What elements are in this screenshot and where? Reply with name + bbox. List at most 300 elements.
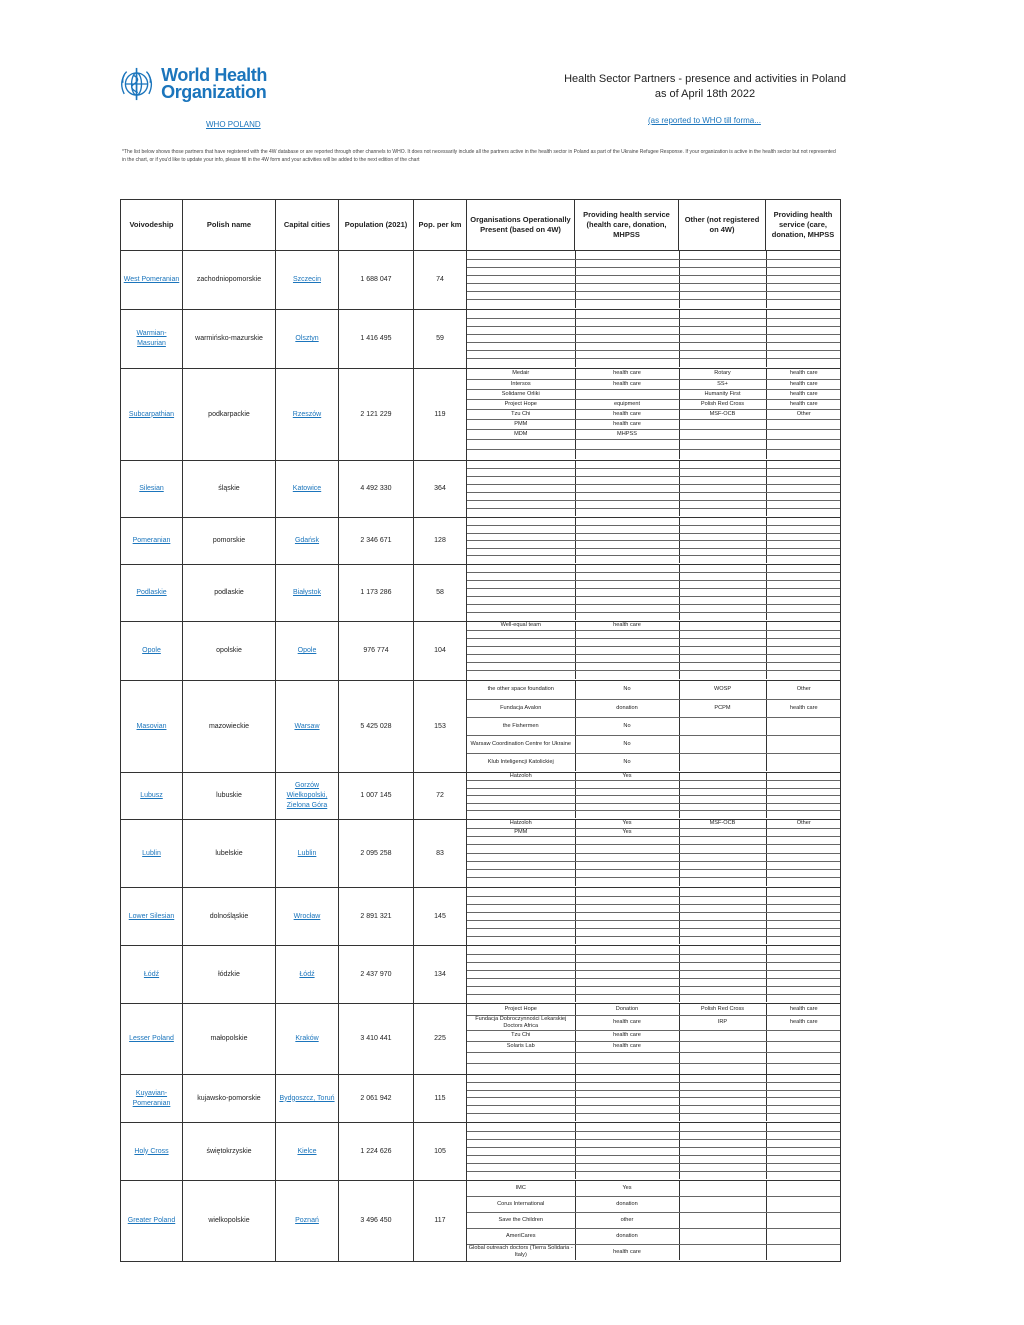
partner-row — [467, 1131, 841, 1139]
organisation-name — [467, 548, 575, 556]
organisation-name — [467, 596, 575, 604]
capital-city-link[interactable]: Katowice — [276, 461, 339, 518]
health-service-type — [575, 1163, 679, 1171]
other-organisation-name — [679, 596, 766, 604]
partner-row — [467, 954, 841, 962]
partners-cell — [467, 888, 841, 946]
other-organisation-name — [679, 275, 766, 283]
health-service-type — [575, 845, 679, 853]
title-link[interactable]: (as reported to WHO till forma... — [648, 116, 761, 125]
capital-city-link[interactable]: Gdańsk — [276, 518, 339, 565]
health-service-type: health care — [575, 1041, 679, 1052]
other-organisation-name — [679, 548, 766, 556]
other-health-service-type — [766, 565, 841, 573]
capital-city-link[interactable]: Gorzów Wielkopolski, Zielona Góra — [276, 773, 339, 820]
other-health-service-type — [766, 861, 841, 869]
other-organisation-name — [679, 861, 766, 869]
organisation-name — [467, 1171, 575, 1179]
other-organisation-name — [679, 612, 766, 620]
partners-subtable — [467, 1123, 841, 1179]
other-organisation-name — [679, 1106, 766, 1114]
partner-row — [467, 1106, 841, 1114]
other-organisation-name — [679, 533, 766, 541]
other-organisation-name — [679, 500, 766, 508]
organisation-name — [467, 318, 575, 326]
partner-row — [467, 1181, 841, 1197]
capital-city-link[interactable]: Lublin — [276, 820, 339, 888]
health-service-type: donation — [575, 1228, 679, 1244]
health-service-type — [575, 663, 679, 671]
organisation-name — [467, 986, 575, 994]
partner-row — [467, 429, 841, 439]
other-organisation-name — [679, 292, 766, 300]
polish-name: podlaskie — [183, 565, 276, 622]
health-service-type: donation — [575, 699, 679, 717]
other-organisation-name — [679, 1098, 766, 1106]
health-service-type — [575, 596, 679, 604]
partner-row — [467, 596, 841, 604]
polish-name: pomorskie — [183, 518, 276, 565]
health-service-type — [575, 343, 679, 351]
other-organisation-name: IRP — [679, 1015, 766, 1030]
other-health-service-type — [766, 581, 841, 589]
other-organisation-name — [679, 334, 766, 342]
other-organisation-name — [679, 630, 766, 638]
who-logo-text: World Health Organization — [161, 65, 267, 102]
partner-row — [467, 379, 841, 389]
voivodeship-link[interactable]: Greater Poland — [121, 1181, 183, 1262]
organisation-name: IMC — [467, 1181, 575, 1197]
table-row — [121, 888, 841, 946]
density-value: 115 — [414, 1075, 467, 1123]
capital-city-link[interactable]: Warsaw — [276, 681, 339, 773]
health-service-type — [575, 251, 679, 259]
other-organisation-name — [679, 1052, 766, 1063]
partners-cell — [467, 1123, 841, 1181]
health-service-type — [575, 1083, 679, 1091]
partner-row — [467, 1139, 841, 1147]
voivodeship-link[interactable]: Subcarpathian — [121, 369, 183, 461]
other-health-service-type: Other — [766, 681, 841, 699]
table-row — [121, 518, 841, 565]
health-service-type: No — [575, 753, 679, 771]
organisation-name: MDM — [467, 429, 575, 439]
health-service-type — [575, 548, 679, 556]
other-health-service-type: Other — [766, 409, 841, 419]
voivodeship-link[interactable]: Silesian — [121, 461, 183, 518]
other-organisation-name — [679, 449, 766, 459]
organisation-name — [467, 1147, 575, 1155]
other-health-service-type — [766, 1063, 841, 1074]
other-health-service-type — [766, 596, 841, 604]
capital-city-link[interactable]: Olsztyn — [276, 310, 339, 369]
partner-row — [467, 773, 841, 781]
partner-row — [467, 318, 841, 326]
partner-row — [467, 461, 841, 469]
health-service-type — [575, 1075, 679, 1083]
population-value: 1 224 626 — [339, 1123, 414, 1181]
partner-row — [467, 310, 841, 318]
partners-cell — [467, 369, 841, 461]
organisation-name — [467, 1155, 575, 1163]
health-service-type — [575, 1131, 679, 1139]
voivodeship-link[interactable]: Łódź — [121, 946, 183, 1004]
polish-name: małopolskie — [183, 1004, 276, 1075]
health-service-type — [575, 556, 679, 564]
who-poland-link[interactable]: WHO POLAND — [206, 120, 261, 129]
other-organisation-name — [679, 753, 766, 771]
health-service-type — [575, 518, 679, 526]
organisation-name — [467, 978, 575, 986]
density-value: 145 — [414, 888, 467, 946]
other-organisation-name — [679, 1228, 766, 1244]
other-health-service-type — [766, 994, 841, 1002]
partner-row — [467, 612, 841, 620]
polish-name: kujawsko-pomorskie — [183, 1075, 276, 1123]
table-row — [121, 310, 841, 369]
health-service-type — [575, 284, 679, 292]
health-service-type: health care — [575, 1030, 679, 1041]
polish-name: lubuskie — [183, 773, 276, 820]
partner-row — [467, 1041, 841, 1052]
organisation-name — [467, 904, 575, 912]
other-organisation-name — [679, 589, 766, 597]
population-value: 1 173 286 — [339, 565, 414, 622]
partner-row — [467, 946, 841, 954]
capital-city-link[interactable]: Poznań — [276, 1181, 339, 1262]
partner-row — [467, 828, 841, 836]
other-health-service-type — [766, 284, 841, 292]
other-health-service-type — [766, 1052, 841, 1063]
voivodeship-link[interactable]: Masovian — [121, 681, 183, 773]
other-organisation-name — [679, 920, 766, 928]
other-health-service-type — [766, 1244, 841, 1260]
table-row — [121, 946, 841, 1004]
density-value: 225 — [414, 1004, 467, 1075]
voivodeship-link[interactable]: Lesser Poland — [121, 1004, 183, 1075]
organisation-name — [467, 1052, 575, 1063]
partner-row — [467, 449, 841, 459]
partner-row — [467, 663, 841, 671]
population-value: 3 496 450 — [339, 1181, 414, 1262]
other-health-service-type — [766, 318, 841, 326]
voivodeship-link[interactable]: Lower Silesian — [121, 888, 183, 946]
other-organisation-name — [679, 962, 766, 970]
other-health-service-type — [766, 251, 841, 259]
other-health-service-type — [766, 936, 841, 944]
health-service-type: equipment — [575, 399, 679, 409]
organisation-name — [467, 788, 575, 796]
health-service-type — [575, 936, 679, 944]
other-organisation-name — [679, 573, 766, 581]
other-organisation-name — [679, 638, 766, 646]
polish-name: opolskie — [183, 622, 276, 681]
column-header: Other (not registered on 4W) — [679, 200, 766, 251]
partners-table — [120, 199, 841, 1262]
voivodeship-link[interactable]: Pomeranian — [121, 518, 183, 565]
partner-row — [467, 292, 841, 300]
density-value: 105 — [414, 1123, 467, 1181]
organisation-name — [467, 565, 575, 573]
health-service-type — [575, 962, 679, 970]
health-service-type: Yes — [575, 820, 679, 828]
other-health-service-type — [766, 259, 841, 267]
partner-row — [467, 508, 841, 516]
organisation-name: Intersos — [467, 379, 575, 389]
voivodeship-link[interactable]: West Pomeranian — [121, 251, 183, 310]
other-health-service-type — [766, 646, 841, 654]
voivodeship-link[interactable]: Kuyavian-Pomeranian — [121, 1075, 183, 1123]
capital-city-link[interactable]: Kraków — [276, 1004, 339, 1075]
health-service-type — [575, 533, 679, 541]
population-value: 1 007 145 — [339, 773, 414, 820]
partners-subtable — [467, 1004, 841, 1074]
other-organisation-name — [679, 419, 766, 429]
density-value: 58 — [414, 565, 467, 622]
voivodeship-link[interactable]: Lubusz — [121, 773, 183, 820]
partner-row — [467, 284, 841, 292]
partner-row — [467, 978, 841, 986]
organisation-name — [467, 518, 575, 526]
health-service-type — [575, 655, 679, 663]
partner-row — [467, 878, 841, 886]
capital-city-link[interactable]: Białystok — [276, 565, 339, 622]
other-organisation-name — [679, 978, 766, 986]
organisation-name: Project Hope — [467, 1004, 575, 1015]
other-health-service-type — [766, 351, 841, 359]
other-organisation-name — [679, 485, 766, 493]
other-health-service-type — [766, 1197, 841, 1213]
organisation-name: the Fishermen — [467, 717, 575, 735]
other-health-service-type — [766, 1113, 841, 1121]
health-service-type — [575, 978, 679, 986]
other-health-service-type — [766, 326, 841, 334]
health-service-type — [575, 888, 679, 896]
polish-name: śląskie — [183, 461, 276, 518]
other-organisation-name — [679, 970, 766, 978]
health-service-type — [575, 1052, 679, 1063]
organisation-name: Well-equal team — [467, 622, 575, 630]
other-health-service-type — [766, 485, 841, 493]
health-service-type — [575, 477, 679, 485]
other-health-service-type — [766, 267, 841, 275]
organisation-name — [467, 334, 575, 342]
partner-row — [467, 845, 841, 853]
other-health-service-type — [766, 920, 841, 928]
table-header-row — [121, 200, 841, 251]
health-service-type: other — [575, 1213, 679, 1229]
other-organisation-name — [679, 1123, 766, 1131]
organisation-name: Fundacja Avalon — [467, 699, 575, 717]
health-service-type — [575, 469, 679, 477]
other-organisation-name — [679, 717, 766, 735]
other-health-service-type — [766, 870, 841, 878]
capital-city-link[interactable]: Kielce — [276, 1123, 339, 1181]
column-header: Providing health service (care, donation, MHPSS — [766, 200, 841, 251]
density-value: 104 — [414, 622, 467, 681]
other-health-service-type — [766, 533, 841, 541]
other-organisation-name — [679, 1063, 766, 1074]
partner-row — [467, 1113, 841, 1121]
polish-name: mazowieckie — [183, 681, 276, 773]
partner-row — [467, 251, 841, 259]
other-health-service-type — [766, 962, 841, 970]
partner-row — [467, 477, 841, 485]
other-health-service-type — [766, 589, 841, 597]
health-service-type — [575, 796, 679, 804]
health-service-type — [575, 986, 679, 994]
voivodeship-link[interactable]: Warmian-Masurian — [121, 310, 183, 369]
health-service-type — [575, 334, 679, 342]
other-organisation-name — [679, 343, 766, 351]
other-health-service-type: health care — [766, 369, 841, 379]
organisation-name — [467, 803, 575, 811]
other-organisation-name — [679, 469, 766, 477]
table-row — [121, 1123, 841, 1181]
partners-cell — [467, 518, 841, 565]
organisation-name: Corus International — [467, 1197, 575, 1213]
health-service-type — [575, 853, 679, 861]
other-health-service-type — [766, 1030, 841, 1041]
polish-name: łódzkie — [183, 946, 276, 1004]
organisation-name — [467, 928, 575, 936]
other-health-service-type — [766, 781, 841, 789]
organisation-name — [467, 845, 575, 853]
partner-row — [467, 1083, 841, 1091]
density-value: 59 — [414, 310, 467, 369]
other-health-service-type: health care — [766, 379, 841, 389]
health-service-type — [575, 461, 679, 469]
capital-city-link[interactable]: Łódź — [276, 946, 339, 1004]
partners-cell — [467, 461, 841, 518]
partner-row — [467, 541, 841, 549]
other-organisation-name — [679, 878, 766, 886]
health-service-type — [575, 630, 679, 638]
capital-city-link[interactable]: Opole — [276, 622, 339, 681]
other-health-service-type — [766, 310, 841, 318]
partner-row — [467, 986, 841, 994]
other-health-service-type — [766, 928, 841, 936]
other-organisation-name — [679, 1113, 766, 1121]
column-header: Polish name — [183, 200, 276, 251]
other-health-service-type — [766, 735, 841, 753]
partner-row — [467, 638, 841, 646]
density-value: 117 — [414, 1181, 467, 1262]
organisation-name — [467, 1090, 575, 1098]
organisation-name — [467, 837, 575, 845]
other-health-service-type: health care — [766, 399, 841, 409]
organisation-name — [467, 1113, 575, 1121]
partners-cell — [467, 820, 841, 888]
other-organisation-name — [679, 359, 766, 367]
partners-subtable — [467, 251, 841, 308]
other-organisation-name — [679, 994, 766, 1002]
other-organisation-name — [679, 655, 766, 663]
health-service-type — [575, 811, 679, 819]
voivodeship-link[interactable]: Holy Cross — [121, 1123, 183, 1181]
organisation-name: Tzu Chi — [467, 409, 575, 419]
polish-name: świętokrzyskie — [183, 1123, 276, 1181]
partner-row — [467, 788, 841, 796]
organisation-name: Solaris Lab — [467, 1041, 575, 1052]
partner-row — [467, 1147, 841, 1155]
partners-subtable — [467, 1075, 841, 1121]
voivodeship-link[interactable]: Opole — [121, 622, 183, 681]
health-service-type — [575, 781, 679, 789]
health-service-type: Yes — [575, 773, 679, 781]
other-health-service-type — [766, 518, 841, 526]
health-service-type — [575, 492, 679, 500]
other-health-service-type — [766, 970, 841, 978]
other-health-service-type — [766, 630, 841, 638]
organisation-name — [467, 251, 575, 259]
partner-row — [467, 533, 841, 541]
other-health-service-type — [766, 359, 841, 367]
other-health-service-type — [766, 1131, 841, 1139]
other-organisation-name — [679, 492, 766, 500]
partner-row — [467, 681, 841, 699]
other-health-service-type — [766, 548, 841, 556]
other-organisation-name: SS+ — [679, 379, 766, 389]
other-health-service-type — [766, 803, 841, 811]
other-health-service-type — [766, 788, 841, 796]
organisation-name — [467, 508, 575, 516]
organisation-name — [467, 888, 575, 896]
other-organisation-name — [679, 556, 766, 564]
other-health-service-type — [766, 449, 841, 459]
partner-row — [467, 419, 841, 429]
capital-city-link[interactable]: Rzeszów — [276, 369, 339, 461]
partner-row — [467, 1197, 841, 1213]
capital-city-link[interactable]: Szczecin — [276, 251, 339, 310]
partner-row — [467, 781, 841, 789]
organisation-name — [467, 485, 575, 493]
density-value: 72 — [414, 773, 467, 820]
organisation-name: Global outreach doctors (Tierra Solidaria - Italy) — [467, 1244, 575, 1260]
other-health-service-type — [766, 638, 841, 646]
health-service-type — [575, 1147, 679, 1155]
partner-row — [467, 1171, 841, 1179]
other-health-service-type — [766, 1181, 841, 1197]
other-health-service-type — [766, 853, 841, 861]
table-row — [121, 1004, 841, 1075]
partners-cell — [467, 773, 841, 820]
partner-row — [467, 526, 841, 534]
population-value: 2 121 229 — [339, 369, 414, 461]
partner-row — [467, 275, 841, 283]
partner-row — [467, 1004, 841, 1015]
other-health-service-type — [766, 1083, 841, 1091]
voivodeship-link[interactable]: Lublin — [121, 820, 183, 888]
health-service-type — [575, 526, 679, 534]
health-service-type — [575, 310, 679, 318]
capital-city-link[interactable]: Bydgoszcz, Toruń — [276, 1075, 339, 1123]
organisation-name — [467, 970, 575, 978]
capital-city-link[interactable]: Wrocław — [276, 888, 339, 946]
health-service-type: MHPSS — [575, 429, 679, 439]
organisation-name: AmeriCares — [467, 1228, 575, 1244]
other-organisation-name — [679, 541, 766, 549]
health-service-type — [575, 1155, 679, 1163]
organisation-name — [467, 796, 575, 804]
partners-cell — [467, 681, 841, 773]
table-row — [121, 681, 841, 773]
voivodeship-link[interactable]: Podlaskie — [121, 565, 183, 622]
other-health-service-type — [766, 845, 841, 853]
partners-subtable — [467, 888, 841, 944]
health-service-type — [575, 541, 679, 549]
organisation-name — [467, 861, 575, 869]
